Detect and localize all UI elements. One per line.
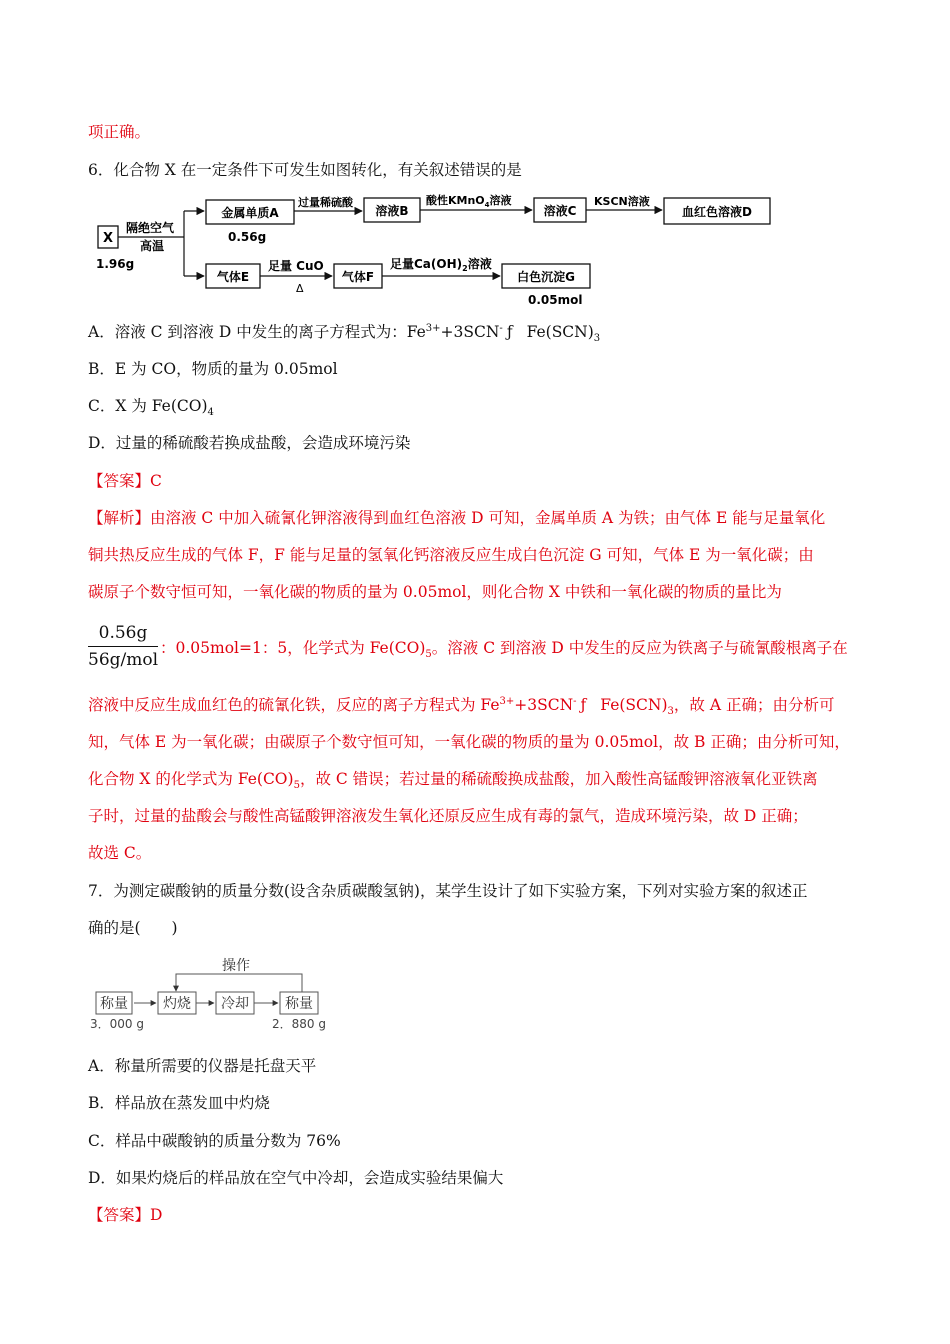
q6-option-a: A．溶液 C 到溶液 D 中发生的离子方程式为：$Fe^{3+}+3SCN^-$ ƒ $Fe(SCN)_3$ (88, 322, 601, 345)
reagent-cuo: 足量 CuO (268, 259, 324, 273)
q6-analysis-line-2: 铜共热反应生成的气体 F，F 能与足量的氢氧化钙溶液反应生成白色沉淀 G 可知，气体 E 为一氧化碳；由 (88, 546, 814, 564)
q6-analysis-line-4: ：0.05mol=1：5，化学式为 $Fe(CO)_5$。溶液 C 到溶液 D 中发生的反应为铁离子与硫氰酸根离子在 (160, 639, 848, 661)
gas-e-label: 气体E (216, 270, 250, 284)
q6-option-c: C．X 为 $Fe(CO)_4$ (88, 397, 214, 419)
q6-analysis-line-7: 化合物 X 的化学式为 $Fe(CO)_5$，故 C 错误；若过量的稀硫酸换成盐酸，加入酸性高锰酸钾溶液氧化亚铁离 (88, 770, 818, 792)
q7-option-d: D．如果灼烧后的样品放在空气中冷却，会造成实验结果偏大 (88, 1169, 504, 1187)
loop-label: 操作 (222, 958, 250, 974)
fraction-numerator: 0.56g (98, 623, 148, 643)
solution-c-label: 溶液C (543, 204, 577, 218)
q6-analysis-line-6: 知，气体 E 为一氧化碳；由碳原子个数守恒可知，一氧化碳的物质的量为 0.05mol，故 B 正确；由分析可知， (88, 733, 850, 751)
q6-analysis-line-5: 溶液中反应生成血红色的硫氰化铁，反应的离子方程式为 $Fe^{3+}+3SCN^-$ ƒ $Fe(SCN)_3$，故 A 正确；由分析可 (88, 695, 835, 718)
q6-analysis-line-9: 故选 C。 (88, 844, 152, 862)
heat-delta: Δ (296, 282, 304, 295)
q6-flow-diagram (92, 188, 782, 308)
fraction-denominator: 56g/mol (88, 650, 159, 670)
q6-option-d: D．过量的稀硫酸若换成盐酸，会造成环境污染 (88, 434, 411, 452)
x-label: X (102, 231, 114, 246)
cond-top: 隔绝空气 (126, 221, 175, 235)
gas-f-label: 气体F (341, 270, 375, 284)
box-weigh-1-label: 称量 (100, 996, 128, 1012)
cond-bottom: 高温 (140, 239, 165, 253)
precipitate-g-mol: 0.05mol (528, 293, 583, 307)
q7-answer: 【答案】D (88, 1206, 163, 1224)
q6-option-b: B．E 为 CO，物质的量为 0.05mol (88, 360, 338, 378)
q6-analysis-line-8: 子时，过量的盐酸会与酸性高锰酸钾溶液发生氧化还原反应生成有毒的氯气，造成环境污染，故 D 正确； (88, 807, 808, 825)
q7-option-c: C．样品中碳酸钠的质量分数为 76% (88, 1132, 341, 1150)
question-6-stem: 6．化合物 X 在一定条件下可发生如图转化，有关叙述错误的是 (88, 161, 522, 179)
metal-a-mass: 0.56g (228, 230, 267, 244)
metal-a-label: 金属单质A (221, 206, 279, 220)
box-ignite-label: 灼烧 (163, 996, 191, 1012)
question-7-stem-line-1: 7．为测定碳酸钠的质量分数(设含杂质碳酸氢钠)，某学生设计了如下实验方案，下列对实验方案的叙述正 (88, 882, 808, 900)
reagent-dilute-sulfuric: 过量稀硫酸 (298, 196, 353, 209)
box-cool-label: 冷却 (221, 996, 249, 1012)
solution-d-label: 血红色溶液D (682, 205, 752, 219)
q6-analysis-line-3: 碳原子个数守恒可知，一氧化碳的物质的量为 0.05mol，则化合物 X 中铁和一氧化碳的物质的量比为 (88, 583, 782, 601)
question-7-stem-line-2: 确的是( ) (88, 919, 178, 937)
mass-final: 2．880 g (272, 1017, 326, 1031)
mass-initial: 3．000 g (90, 1017, 144, 1031)
q7-option-b: B．样品放在蒸发皿中灼烧 (88, 1094, 270, 1112)
previous-answer-tail: 项正确。 (88, 123, 151, 141)
reagent-caoh2: 足量$Ca(OH)_2$溶液 (390, 257, 492, 273)
x-mass: 1.96g (96, 257, 135, 271)
q7-procedure-diagram (88, 954, 348, 1036)
q6-answer: 【答案】C (88, 472, 162, 490)
reagent-kmno4: 酸性KMnO$_4$溶液 (426, 194, 512, 209)
q6-fraction (88, 622, 158, 671)
solution-b-label: 溶液B (375, 204, 409, 218)
q6-analysis-line-1: 【解析】由溶液 C 中加入硫氰化钾溶液得到血红色溶液 D 可知，金属单质 A 为铁；由气体 E 能与足量氧化 (88, 509, 826, 527)
reagent-kscn: KSCN溶液 (594, 195, 650, 208)
fraction-bar (88, 646, 158, 647)
loop-line (176, 974, 302, 992)
precipitate-g-label: 白色沉淀G (517, 270, 575, 284)
q7-option-a: A．称量所需要的仪器是托盘天平 (88, 1057, 317, 1075)
box-weigh-2-label: 称量 (285, 996, 313, 1012)
